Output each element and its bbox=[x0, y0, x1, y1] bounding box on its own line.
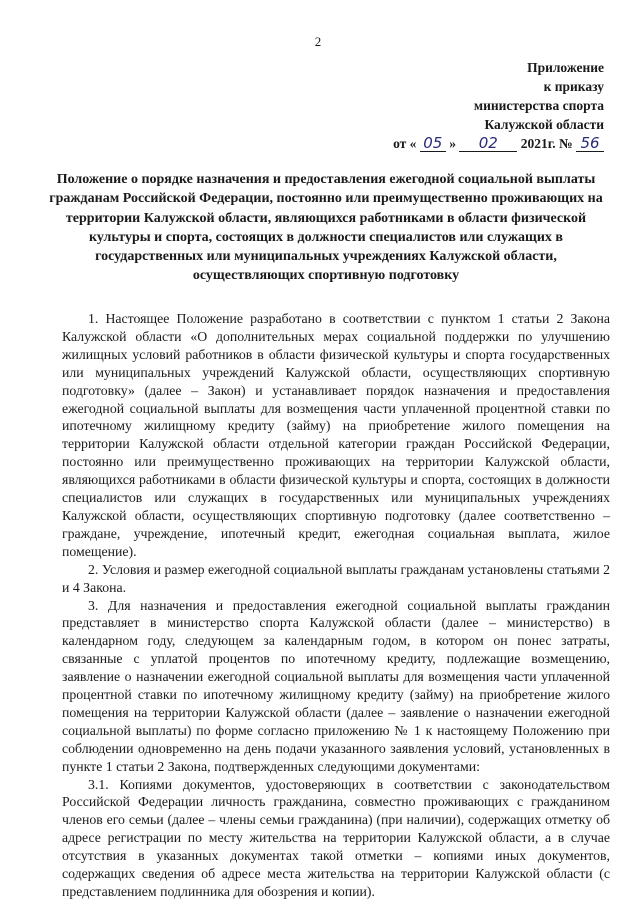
paragraph-1: 1. Настоящее Положение разработано в соответствии с пунктом 1 статьи 2 Закона Калужской области «О дополнительных мерах социальной поддержки по улучшению жилищных условий работников в области физической культуры и спорта государственных или муниципальных учреждений Калужской области, осуществляющих спортивную подготовку» (далее – Закон) и устанавливает порядок назначения и предоставления ежегодной социальной выплаты для возмещения части уплаченной процентной ставки по ипотечному жилищному кредиту (займу) на приобретение жилого помещения на территории Калужской области отдельной категории граждан Российской Федерации, постоянно или преимущественно проживающих на территории Калужской области, являющихся работниками в области физической культуры и спорта, состоящих в должности специалистов или служащих в государственных или муниципальных учреждениях Калужской области, осуществляющих спортивную подготовку (далее соответственно – граждане, учреждение, ипотечный кредит, ежегодная социальная выплата, жилое помещение). bbox=[62, 311, 610, 559]
year: 2021 bbox=[520, 136, 548, 151]
appendix-region: Калужской области bbox=[484, 117, 604, 132]
appendix-header bbox=[393, 58, 604, 153]
year-suffix: г. № bbox=[547, 136, 573, 151]
page-number: 2 bbox=[314, 34, 322, 49]
document-body bbox=[62, 310, 610, 901]
handwritten-day: 05 bbox=[420, 136, 446, 152]
document-title: Положение о порядке назначения и предоставления ежегодной социальной выплаты гражданам Российской Федерации, постоянно или преимущественно проживающих на территории Калужской области, являющихся работниками в области физической культуры и спорта, состоящих в должности специалистов или служащих в государственных или муниципальных учреждениях Калужской области, осуществляющих спортивную подготовку bbox=[49, 172, 603, 284]
appendix-title: Приложение bbox=[527, 60, 604, 75]
appendix-order-ref: к приказу bbox=[543, 79, 604, 94]
paragraph-3: 3. Для назначения и предоставления ежегодной социальной выплаты гражданин представляет в министерство спорта Калужской области (далее – министерство) в календарном году, следующем за календарным годом, в котором он понес затраты, связанные с уплатой процентов по ипотечному кредиту, подлежащие возмещению, заявление о назначении ежегодной социальной выплаты для возмещения части уплаченной процентной ставки по ипотечному жилищному кредиту (займу) на приобретение жилого помещения на территории Калужской области (далее – заявление о назначении ежегодной социальной выплаты) по форме согласно приложению № 1 к настоящему Положению при соблюдении одновременно на день подачи указанного заявления условий, установленных в пункте 1 статьи 2 Закона, подтвержденных следующими документами: bbox=[62, 597, 610, 774]
paragraph-3-1: 3.1. Копиями документов, удостоверяющих в соответствии с законодательством Российской Федерации личность гражданина, совместно проживающих с гражданином членов его семьи (далее – члены семьи гражданина) (при наличии), содержащих отметку об адресе регистрации по месту жительства на территории Калужской области, а в случае отсутствия в указанных документах такой отметки – копиями иных документов, содержащих сведения об адресе места жительства на территории Калужской области (с представлением подлинника для обозрения и копии). bbox=[62, 776, 610, 899]
date-mid: » bbox=[449, 136, 456, 151]
appendix-ministry: министерства спорта bbox=[473, 98, 604, 113]
order-date-line bbox=[393, 134, 604, 153]
date-prefix: от « bbox=[393, 136, 417, 151]
handwritten-month: 02 bbox=[459, 136, 517, 152]
paragraph-2: 2. Условия и размер ежегодной социальной выплаты гражданам установлены статьями 2 и 4 Закона. bbox=[62, 561, 610, 595]
handwritten-order-number: 56 bbox=[576, 136, 604, 152]
